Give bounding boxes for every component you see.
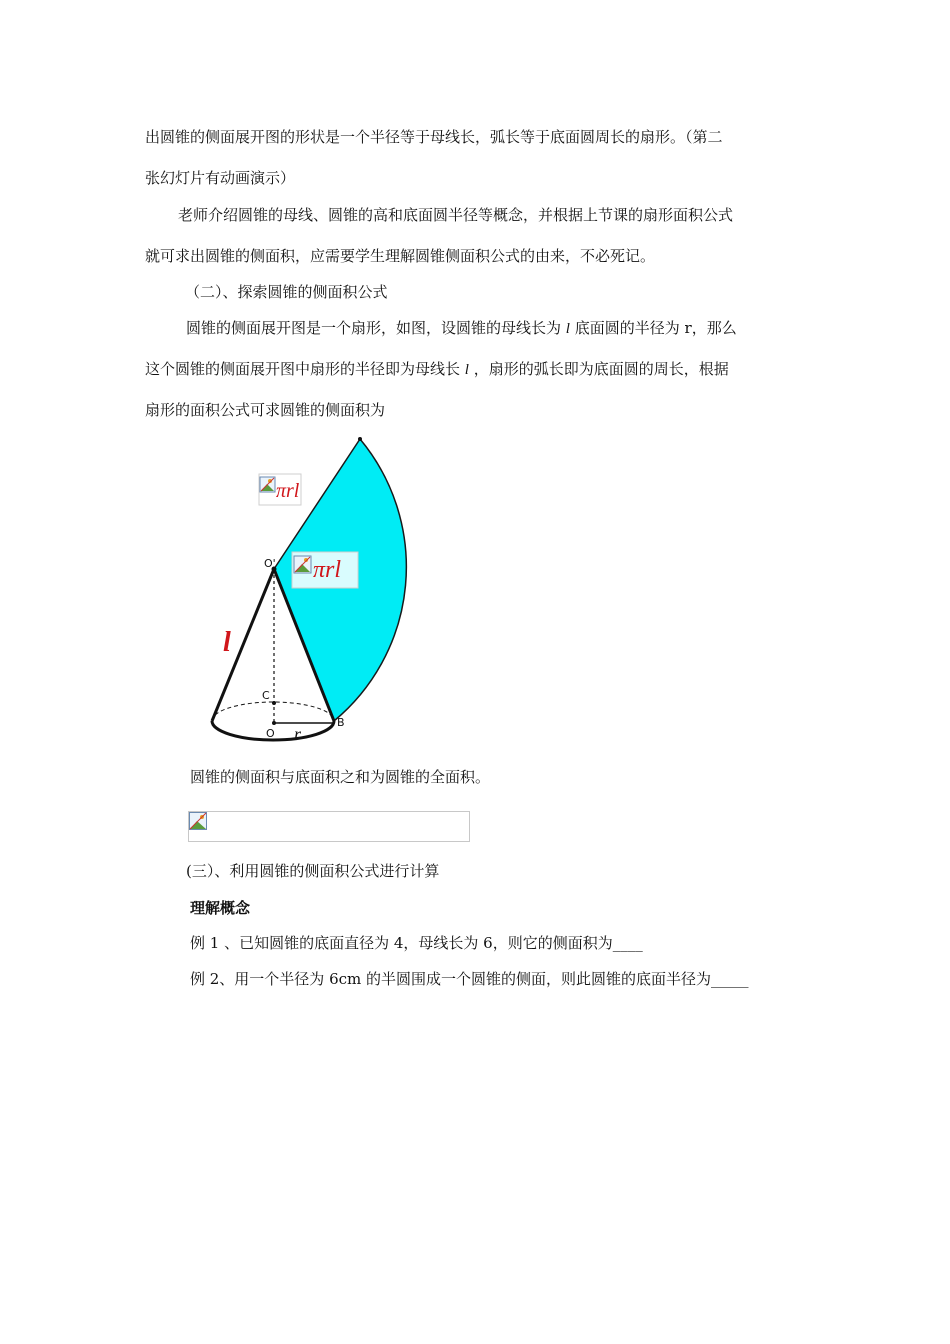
broken-image-icon [294, 556, 311, 573]
example-1: 例 1 、已知圆锥的底面直径为 4，母线长为 6，则它的侧面积为____ [190, 934, 643, 952]
center-label: C [262, 689, 270, 702]
p3b-pre: 这个圆锥的侧面展开图中扇形的半径即为母线长 [145, 360, 461, 378]
p3b-post: ，扇形的弧长即为底面圆的周长，根据 [473, 360, 729, 378]
slant-label: l [223, 627, 231, 658]
broken-image-icon [260, 477, 275, 492]
apex-label: O' [264, 557, 276, 570]
formula-2: πrl [313, 557, 342, 583]
formula-1: πrl [276, 480, 300, 502]
broken-image-icon [189, 812, 207, 830]
paragraph-1a: 出圆锥的侧面展开图的形状是一个半径等于母线长，弧长等于底面圆周长的扇形。（第二 [145, 128, 723, 146]
cone-figure [200, 425, 500, 755]
paragraph-1b: 张幻灯片有动画演示） [145, 169, 296, 187]
point-b-label: B [337, 716, 345, 729]
radius-label: r [294, 724, 302, 744]
p3a-pre: 圆锥的侧面展开图是一个扇形，如图，设圆锥的母线长为 [186, 319, 562, 337]
paragraph-2a: 老师介绍圆锥的母线、圆锥的高和底面圆半径等概念，并根据上节课的扇形面积公式 [178, 206, 734, 224]
base-center-point [272, 721, 276, 725]
paragraph-3b [145, 359, 729, 380]
center-point [272, 701, 276, 705]
base-back [212, 702, 334, 721]
paragraph-3a [186, 318, 737, 339]
p3b-l-symbol: l [464, 362, 469, 378]
sector-top-point [358, 437, 362, 441]
example-2: 例 2、用一个半径为 6cm 的半圆围成一个圆锥的侧面，则此圆锥的底面半径为_____ [190, 970, 749, 988]
p3a-post: 底面圆的半径为 r，那么 [574, 319, 737, 337]
p3a-l-symbol: l [565, 321, 570, 337]
paragraph-4: 圆锥的侧面积与底面积之和为圆锥的全面积。 [190, 768, 491, 786]
section-heading-2: （二）、探索圆锥的侧面积公式 [185, 283, 388, 301]
paragraph-3c: 扇形的面积公式可求圆锥的侧面积为 [145, 401, 386, 419]
section-heading-3: (三）、利用圆锥的侧面积公式进行计算 [186, 862, 440, 880]
full-area-formula-image [188, 811, 470, 842]
subheading-concepts: 理解概念 [190, 899, 251, 917]
base-center-label: O [266, 727, 275, 740]
paragraph-2b: 就可求出圆锥的侧面积，应需要学生理解圆锥侧面积公式的由来，不必死记。 [145, 247, 656, 265]
